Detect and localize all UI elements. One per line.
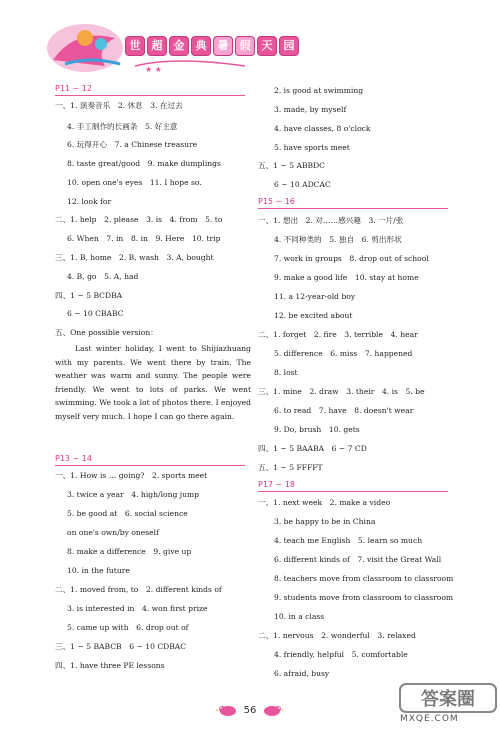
answer-line: 6. afraid, busy — [274, 669, 330, 678]
answer-line: 一、1. 演奏音乐 2. 休息 3. 在过去 — [55, 101, 183, 110]
answer-line: 6. different kinds of 7. visit the Great Wall — [274, 555, 442, 564]
answer-line: 3. is interested in 4. won first prize — [67, 604, 208, 613]
title-char: 典 — [191, 36, 211, 56]
section-heading: P11 ~ 12 — [55, 84, 92, 93]
section-heading: P17 ~ 18 — [258, 480, 295, 489]
answer-line: 二、1. forget 2. fire 3. terrible 4. hear — [258, 330, 418, 339]
answer-line: 11. a 12-year-old boy — [274, 292, 356, 301]
bird-icon — [216, 703, 238, 717]
answer-line: 一、1. 想出 2. 对……感兴趣 3. 一片/张 — [258, 216, 404, 225]
answer-line: 3. twice a year 4. high/long jump — [67, 490, 200, 499]
answer-line: 4. 手工制作的长画条 5. 好主意 — [67, 122, 178, 131]
page-footer — [210, 700, 290, 720]
header-banner — [45, 8, 295, 76]
answer-line: 2. is good at swimming — [274, 86, 364, 95]
title-char: 世 — [125, 36, 145, 56]
answer-line: 6 ~ 10 CBABC — [67, 309, 124, 318]
answer-line: 4. have classes, 8 o'clock — [274, 124, 371, 133]
answer-line: 4. 不同种类的 5. 独自 6. 剪出形状 — [274, 235, 402, 244]
answer-line: 4. B, go 5. A, had — [67, 272, 139, 281]
answer-line: 7. work in groups 8. drop out of school — [274, 254, 429, 263]
svg-text:答案圈: 答案圈 — [421, 689, 475, 710]
header-title — [125, 36, 300, 58]
answer-line: 10. in a class — [274, 612, 325, 621]
answer-line: 8. make a difference 9. give up — [67, 547, 192, 556]
answer-line: 8. taste great/good 9. make dumplings — [67, 159, 221, 168]
answer-line: 一、1. How is … going? 2. sports meet — [55, 471, 208, 480]
title-char: 园 — [279, 36, 299, 56]
section-rule — [55, 465, 245, 466]
svg-text:★ ★: ★ ★ — [145, 65, 162, 74]
bird-icon — [262, 703, 284, 717]
answer-line: 三、1. mine 2. draw 3. their 4. is 5. be — [258, 387, 425, 396]
answer-line: 五、1 ~ 5 FFFFT — [258, 463, 323, 472]
answer-line: 10. open one's eyes 11. I hope so. — [67, 178, 202, 187]
answer-line: 5. difference 6. miss 7. happened — [274, 349, 413, 358]
answer-line: 9. make a good life 10. stay at home — [274, 273, 419, 282]
answer-line: 4. teach me English 5. learn so much — [274, 536, 423, 545]
answer-line: 二、1. nervous 2. wonderful 3. relaxed — [258, 631, 416, 640]
answer-line: 四、1 ~ 5 BAABA 6 ~ 7 CD — [258, 444, 367, 453]
answer-line: 四、1 ~ 5 BCDBA — [55, 291, 123, 300]
answer-line: 12. be excited about — [274, 311, 353, 320]
answer-line: 5. have sports meet — [274, 143, 350, 152]
answer-line: 10. in the future — [67, 566, 130, 575]
answer-line: 二、1. moved from, to 2. different kinds of — [55, 585, 222, 594]
answer-line: 四、1. have three PE lessons — [55, 661, 165, 670]
title-char: 暑 — [213, 36, 233, 56]
answer-line: 5. be good at 6. social science — [67, 509, 188, 518]
watermark-text: MXQE.COM — [400, 714, 459, 724]
section-heading: P15 ~ 16 — [258, 197, 295, 206]
answer-line: 三、1. B, home 2. B, wash 3. A, bought — [55, 253, 214, 262]
section-rule — [258, 491, 448, 492]
section-heading: P13 ~ 14 — [55, 454, 92, 463]
answer-line: 5. came up with 6. drop out of — [67, 623, 189, 632]
site-watermark — [398, 680, 498, 728]
essay-paragraph: Last winter holiday, I went to Shijiazhuang with my parents. We went there by train. The weather was warm and sunny. The people were friendly. We went to lots of parks. We went swimming. We took a lot of photos there. I enjoyed myself very much. I hope I can go there again. — [55, 344, 251, 421]
answer-line: 12. look for — [67, 197, 112, 206]
answer-line: 3. be happy to be in China — [274, 517, 376, 526]
answer-line: 6. to read 7. have 8. doesn't wear — [274, 406, 414, 415]
answer-line: 6. When 7. in 8. in 9. Here 10. trip — [67, 234, 221, 243]
title-char: 超 — [147, 36, 167, 56]
title-char: 假 — [235, 36, 255, 56]
page-number: 56 — [243, 704, 257, 716]
answer-line: 五、1 ~ 5 ABBDC — [258, 161, 325, 170]
answer-line: on one's own/by oneself — [67, 528, 159, 537]
title-char: 金 — [169, 36, 189, 56]
answer-line: 9. students move from classroom to classroom — [274, 593, 454, 602]
title-char: 天 — [257, 36, 277, 56]
answer-line: 一、1. next week 2. make a video — [258, 498, 391, 507]
answer-line: 3. made, by myself — [274, 105, 347, 114]
answer-line: 五、One possible version： — [55, 328, 158, 337]
answer-line: 9. Do, brush 10. gets — [274, 425, 360, 434]
answer-line: 三、1 ~ 5 BABCB 6 ~ 10 CDBAC — [55, 642, 187, 651]
answer-line: 8. teachers move from classroom to classroom — [274, 574, 454, 583]
section-rule — [258, 208, 448, 209]
watermark-logo-icon — [398, 680, 498, 714]
answer-line: 8. lost — [274, 368, 298, 377]
answer-line: 6. 玩得开心 7. a Chinese treasure — [67, 140, 198, 149]
answer-line: 4. friendly, helpful 5. comfortable — [274, 650, 408, 659]
section-rule — [55, 95, 245, 96]
answer-line: 6 ~ 10 ADCAC — [274, 180, 331, 189]
answer-line: 二、1. help 2. please 3. is 4. from 5. to — [55, 215, 223, 224]
